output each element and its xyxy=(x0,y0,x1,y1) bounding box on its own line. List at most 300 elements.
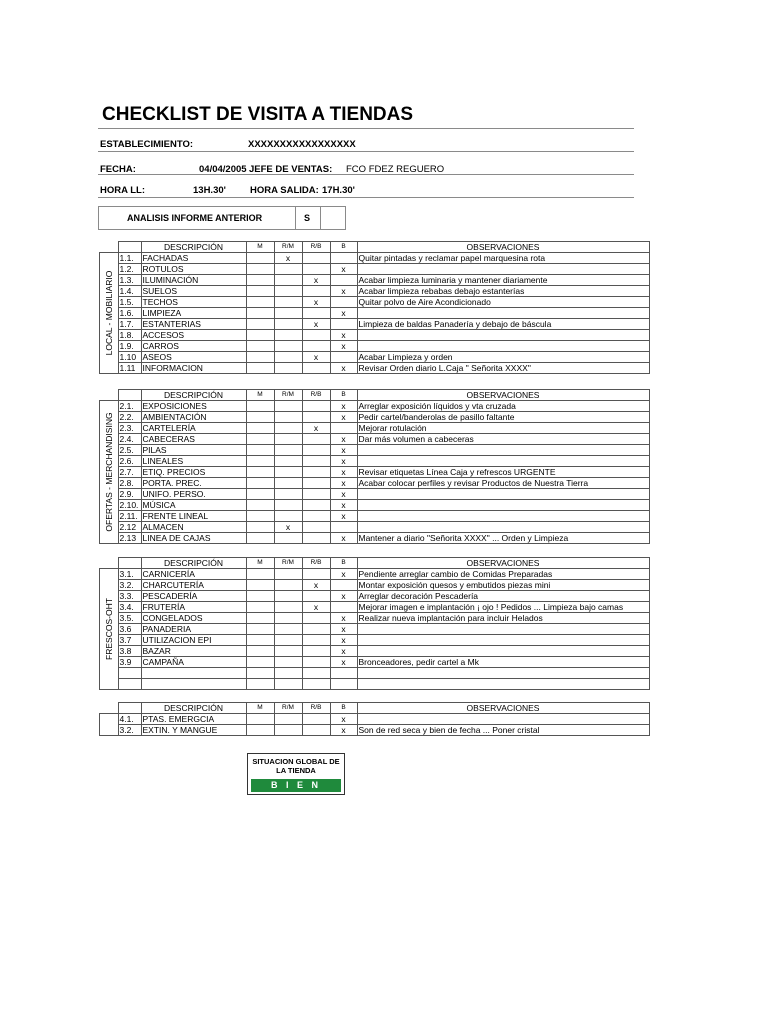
table-row xyxy=(100,264,650,275)
mark-b-cell: x xyxy=(330,511,357,522)
row-description: MÚSICA xyxy=(141,500,246,511)
row-description: CARNICERÍA xyxy=(141,569,246,580)
row-observation xyxy=(357,714,649,725)
num-header xyxy=(118,558,141,569)
table-row xyxy=(100,319,650,330)
mark-b-cell: x xyxy=(330,363,357,374)
description-header: DESCRIPCIÓN xyxy=(141,242,246,253)
row-description: ILUMINACIÓN xyxy=(141,275,246,286)
row-description: ROTULOS xyxy=(141,264,246,275)
mark-rb-cell xyxy=(302,591,330,602)
mark-m-cell xyxy=(246,679,274,690)
mark-b-cell xyxy=(330,522,357,533)
mark-m-cell xyxy=(246,478,274,489)
rm-header: R/M xyxy=(274,390,302,401)
mark-rb-cell xyxy=(302,635,330,646)
fecha-label: FECHA: xyxy=(100,164,136,175)
row-description: CAMPAÑA xyxy=(141,657,246,668)
mark-m-cell xyxy=(246,533,274,544)
row-description: EXTIN. Y MANGUE xyxy=(141,725,246,736)
row-description: CABECERAS xyxy=(141,434,246,445)
row-observation xyxy=(357,308,649,319)
section-side-label xyxy=(100,401,119,544)
mark-m-cell xyxy=(246,434,274,445)
observations-header: OBSERVACIONES xyxy=(357,703,649,714)
description-header: DESCRIPCIÓN xyxy=(141,703,246,714)
table-row xyxy=(100,297,650,308)
row-description: PTAS. EMERGCIA xyxy=(141,714,246,725)
mark-rb-cell: x xyxy=(302,580,330,591)
table-row xyxy=(100,646,650,657)
table-row xyxy=(100,714,650,725)
row-number: 3.9 xyxy=(118,657,141,668)
mark-rm-cell xyxy=(274,624,302,635)
mark-m-cell xyxy=(246,613,274,624)
mark-rb-cell xyxy=(302,330,330,341)
row-description: LIMPIEZA xyxy=(141,308,246,319)
row-observation: Mejorar rotulación xyxy=(357,423,649,434)
previous-report-box xyxy=(98,206,346,230)
mark-rm-cell xyxy=(274,657,302,668)
row-description: FRENTE LINEAL xyxy=(141,511,246,522)
row-description: ESTANTERIAS xyxy=(141,319,246,330)
row-description: CARROS xyxy=(141,341,246,352)
table-row xyxy=(100,657,650,668)
rb-header: R/B xyxy=(302,390,330,401)
mark-b-cell: x xyxy=(330,624,357,635)
mark-rm-cell xyxy=(274,275,302,286)
row-description: INFORMACION xyxy=(141,363,246,374)
table-row xyxy=(100,533,650,544)
row-description: TECHOS xyxy=(141,297,246,308)
mark-rm-cell xyxy=(274,725,302,736)
mark-m-cell xyxy=(246,352,274,363)
rm-header: R/M xyxy=(274,703,302,714)
row-description: PESCADERÍA xyxy=(141,591,246,602)
hora-llegada-value: 13H.30' xyxy=(193,185,226,196)
mark-b-cell xyxy=(330,602,357,613)
row-observation: Revisar Orden diario L.Caja " Señorita XXXX" xyxy=(357,363,649,374)
mark-rb-cell xyxy=(302,445,330,456)
mark-rm-cell xyxy=(274,456,302,467)
row-observation xyxy=(357,624,649,635)
mark-m-cell xyxy=(246,635,274,646)
mark-b-cell: x xyxy=(330,401,357,412)
row-description: PILAS xyxy=(141,445,246,456)
mark-rb-cell xyxy=(302,363,330,374)
table-row xyxy=(100,434,650,445)
row-number: 2.7. xyxy=(118,467,141,478)
row-number: 3.5. xyxy=(118,613,141,624)
table-row xyxy=(100,363,650,374)
row-description: CHARCUTERÍA xyxy=(141,580,246,591)
header-row xyxy=(100,703,650,714)
row-number: 3.2. xyxy=(118,580,141,591)
mark-b-cell: x xyxy=(330,489,357,500)
rm-header: R/M xyxy=(274,242,302,253)
mark-m-cell xyxy=(246,511,274,522)
mark-rm-cell xyxy=(274,341,302,352)
mark-m-cell xyxy=(246,591,274,602)
mark-rb-cell: x xyxy=(302,352,330,363)
table-row xyxy=(100,668,650,679)
side-spacer xyxy=(100,703,119,714)
jefe-label: JEFE DE VENTAS: xyxy=(249,164,333,175)
row-description: LINEA DE CAJAS xyxy=(141,533,246,544)
row-observation: Quitar pintadas y reclamar papel marquesina rota xyxy=(357,253,649,264)
mark-rb-cell xyxy=(302,434,330,445)
row-description: UTILIZACION EPI xyxy=(141,635,246,646)
table-row xyxy=(100,624,650,635)
rm-header: R/M xyxy=(274,558,302,569)
row-observation: Revisar etiquetas Línea Caja y refrescos URGENTE xyxy=(357,467,649,478)
row-observation xyxy=(357,668,649,679)
row-observation: Acabar limpieza rebabas debajo estanterías xyxy=(357,286,649,297)
observations-header: OBSERVACIONES xyxy=(357,242,649,253)
mark-m-cell xyxy=(246,569,274,580)
row-observation xyxy=(357,500,649,511)
mark-rb-cell xyxy=(302,522,330,533)
b-header: B xyxy=(330,390,357,401)
mark-rm-cell xyxy=(274,580,302,591)
mark-rm-cell xyxy=(274,434,302,445)
mark-m-cell xyxy=(246,500,274,511)
mark-rb-cell xyxy=(302,412,330,423)
mark-b-cell xyxy=(330,423,357,434)
mark-rb-cell xyxy=(302,264,330,275)
row-number: 1.3. xyxy=(118,275,141,286)
global-status-label: SITUACION GLOBAL DE LA TIENDA xyxy=(252,757,340,775)
row-observation xyxy=(357,445,649,456)
row-number: 2.12 xyxy=(118,522,141,533)
row-observation: Arreglar exposición líquidos y vta cruzada xyxy=(357,401,649,412)
row-number: 2.13 xyxy=(118,533,141,544)
mark-rm-cell xyxy=(274,286,302,297)
section-side-label-text: OFERTAS - MERCHANDISING xyxy=(103,412,114,532)
row-observation xyxy=(357,456,649,467)
mark-rb-cell: x xyxy=(302,602,330,613)
previous-report-label: ANALISIS INFORME ANTERIOR xyxy=(127,213,263,223)
page-title: CHECKLIST DE VISITA A TIENDAS xyxy=(102,104,414,125)
mark-b-cell: x xyxy=(330,308,357,319)
table-row xyxy=(100,308,650,319)
row-number: 2.3. xyxy=(118,423,141,434)
mark-b-cell: x xyxy=(330,714,357,725)
table-row xyxy=(100,445,650,456)
mark-m-cell xyxy=(246,624,274,635)
mark-b-cell: x xyxy=(330,635,357,646)
jefe-value: FCO FDEZ REGUERO xyxy=(346,164,445,175)
mark-rm-cell xyxy=(274,668,302,679)
mark-m-cell xyxy=(246,341,274,352)
mark-m-cell xyxy=(246,330,274,341)
row-description: PORTA. PREC. xyxy=(141,478,246,489)
mark-rm-cell xyxy=(274,500,302,511)
section-side-label xyxy=(100,253,119,374)
row-observation: Mejorar imagen e implantación ¡ ojo ! Pedidos ... Limpieza bajo camas xyxy=(357,602,649,613)
mark-b-cell xyxy=(330,275,357,286)
row-observation: Limpieza de baldas Panadería y debajo de báscula xyxy=(357,319,649,330)
table-row xyxy=(100,725,650,736)
mark-rm-cell xyxy=(274,489,302,500)
table-row xyxy=(100,467,650,478)
row-description: PANADERIA xyxy=(141,624,246,635)
mark-rb-cell: x xyxy=(302,319,330,330)
row-observation xyxy=(357,489,649,500)
row-observation: Acabar colocar perfiles y revisar Productos de Nuestra Tierra xyxy=(357,478,649,489)
mark-rm-cell xyxy=(274,533,302,544)
row-number: 1.2. xyxy=(118,264,141,275)
row-description: LINEALES xyxy=(141,456,246,467)
hora-salida-value: 17H.30' xyxy=(322,185,355,196)
mark-b-cell: x xyxy=(330,725,357,736)
mark-b-cell xyxy=(330,679,357,690)
mark-m-cell xyxy=(246,668,274,679)
table-row xyxy=(100,679,650,690)
mark-rm-cell xyxy=(274,363,302,374)
mark-rb-cell xyxy=(302,668,330,679)
checklist-section-frescos xyxy=(99,557,650,690)
mark-rb-cell xyxy=(302,624,330,635)
mark-m-cell xyxy=(246,264,274,275)
row-number: 3.6 xyxy=(118,624,141,635)
mark-b-cell: x xyxy=(330,467,357,478)
header-row xyxy=(100,390,650,401)
mark-m-cell xyxy=(246,445,274,456)
observations-header: OBSERVACIONES xyxy=(357,390,649,401)
divider xyxy=(98,128,634,129)
row-description: ACCESOS xyxy=(141,330,246,341)
mark-rb-cell xyxy=(302,533,330,544)
mark-b-cell: x xyxy=(330,341,357,352)
mark-b-cell: x xyxy=(330,456,357,467)
mark-m-cell xyxy=(246,725,274,736)
table-row xyxy=(100,341,650,352)
table-row xyxy=(100,569,650,580)
side-spacer xyxy=(100,558,119,569)
header-row xyxy=(100,558,650,569)
mark-rm-cell xyxy=(274,602,302,613)
mark-rm-cell xyxy=(274,511,302,522)
mark-rb-cell xyxy=(302,500,330,511)
mark-b-cell: x xyxy=(330,569,357,580)
row-number: 3.7 xyxy=(118,635,141,646)
mark-m-cell xyxy=(246,467,274,478)
mark-rm-cell xyxy=(274,679,302,690)
row-number: 1.9. xyxy=(118,341,141,352)
row-number: 1.6. xyxy=(118,308,141,319)
section-side-label xyxy=(100,714,119,736)
table-row xyxy=(100,489,650,500)
mark-m-cell xyxy=(246,401,274,412)
section-side-label-text: LOCAL - MOBILIARIO xyxy=(103,270,114,356)
row-observation xyxy=(357,522,649,533)
rb-header: R/B xyxy=(302,558,330,569)
mark-m-cell xyxy=(246,297,274,308)
table-row xyxy=(100,286,650,297)
table-row xyxy=(100,423,650,434)
mark-m-cell xyxy=(246,580,274,591)
row-number: 1.5. xyxy=(118,297,141,308)
m-header: M xyxy=(246,390,274,401)
row-description: BAZAR xyxy=(141,646,246,657)
m-header: M xyxy=(246,242,274,253)
divider xyxy=(98,174,634,175)
mark-rb-cell xyxy=(302,401,330,412)
header-row xyxy=(100,242,650,253)
mark-rm-cell xyxy=(274,445,302,456)
row-description xyxy=(141,668,246,679)
mark-m-cell xyxy=(246,489,274,500)
checklist-section-seguridad xyxy=(99,702,650,736)
mark-b-cell xyxy=(330,580,357,591)
row-description: CONGELADOS xyxy=(141,613,246,624)
mark-b-cell xyxy=(330,352,357,363)
mark-rb-cell xyxy=(302,489,330,500)
mark-m-cell xyxy=(246,602,274,613)
table-row xyxy=(100,275,650,286)
row-description: ALMACEN xyxy=(141,522,246,533)
row-number: 1.11 xyxy=(118,363,141,374)
mark-rm-cell xyxy=(274,297,302,308)
mark-b-cell: x xyxy=(330,445,357,456)
row-number: 2.10. xyxy=(118,500,141,511)
row-description: ETIQ. PRECIOS xyxy=(141,467,246,478)
mark-b-cell xyxy=(330,253,357,264)
mark-rb-cell xyxy=(302,308,330,319)
mark-b-cell: x xyxy=(330,533,357,544)
mark-b-cell xyxy=(330,668,357,679)
row-number: 2.8. xyxy=(118,478,141,489)
table-row xyxy=(100,613,650,624)
num-header xyxy=(118,703,141,714)
b-header: B xyxy=(330,242,357,253)
establecimiento-label: ESTABLECIMIENTO: xyxy=(100,139,194,150)
table-row xyxy=(100,580,650,591)
mark-rb-cell xyxy=(302,467,330,478)
mark-b-cell: x xyxy=(330,657,357,668)
row-observation: Mantener a diario "Señorita XXXX" ... Orden y Limpieza xyxy=(357,533,649,544)
mark-rm-cell xyxy=(274,613,302,624)
mark-rb-cell xyxy=(302,679,330,690)
divider xyxy=(98,197,634,198)
mark-rb-cell xyxy=(302,511,330,522)
row-number: 2.11. xyxy=(118,511,141,522)
row-number xyxy=(118,679,141,690)
mark-m-cell xyxy=(246,456,274,467)
mark-m-cell xyxy=(246,646,274,657)
mark-b-cell xyxy=(330,297,357,308)
row-number: 2.1. xyxy=(118,401,141,412)
row-description: ASEOS xyxy=(141,352,246,363)
mark-rm-cell xyxy=(274,635,302,646)
row-description: UNIFO. PERSO. xyxy=(141,489,246,500)
row-observation: Son de red seca y bien de fecha ... Poner cristal xyxy=(357,725,649,736)
num-header xyxy=(118,390,141,401)
mark-b-cell: x xyxy=(330,286,357,297)
mark-b-cell: x xyxy=(330,646,357,657)
row-number: 1.8. xyxy=(118,330,141,341)
mark-b-cell: x xyxy=(330,330,357,341)
table-row xyxy=(100,591,650,602)
hora-llegada-label: HORA LL: xyxy=(100,185,146,196)
table-row xyxy=(100,522,650,533)
mark-rm-cell xyxy=(274,423,302,434)
mark-rm-cell xyxy=(274,591,302,602)
row-number xyxy=(118,668,141,679)
mark-rb-cell xyxy=(302,657,330,668)
mark-m-cell xyxy=(246,657,274,668)
description-header: DESCRIPCIÓN xyxy=(141,390,246,401)
fecha-value: 04/04/2005 xyxy=(199,164,247,175)
mark-rm-cell xyxy=(274,412,302,423)
row-number: 3.3. xyxy=(118,591,141,602)
row-number: 3.8 xyxy=(118,646,141,657)
mark-m-cell xyxy=(246,253,274,264)
row-number: 3.1. xyxy=(118,569,141,580)
mark-rb-cell: x xyxy=(302,297,330,308)
side-spacer xyxy=(100,390,119,401)
mark-m-cell xyxy=(246,412,274,423)
description-header: DESCRIPCIÓN xyxy=(141,558,246,569)
mark-b-cell: x xyxy=(330,500,357,511)
table-row xyxy=(100,330,650,341)
row-observation: Dar más volumen a cabeceras xyxy=(357,434,649,445)
mark-m-cell xyxy=(246,363,274,374)
mark-rb-cell: x xyxy=(302,423,330,434)
checklist-section-ofertas xyxy=(99,389,650,544)
row-description: FRUTERÍA xyxy=(141,602,246,613)
row-observation xyxy=(357,264,649,275)
mark-m-cell xyxy=(246,423,274,434)
m-header: M xyxy=(246,558,274,569)
mark-rm-cell xyxy=(274,569,302,580)
row-observation xyxy=(357,341,649,352)
table-row xyxy=(100,352,650,363)
side-spacer xyxy=(100,242,119,253)
mark-m-cell xyxy=(246,275,274,286)
mark-rb-cell xyxy=(302,613,330,624)
row-observation xyxy=(357,511,649,522)
mark-rm-cell xyxy=(274,264,302,275)
row-observation xyxy=(357,679,649,690)
observations-header: OBSERVACIONES xyxy=(357,558,649,569)
mark-b-cell xyxy=(330,319,357,330)
row-number: 1.4. xyxy=(118,286,141,297)
mark-m-cell xyxy=(246,286,274,297)
table-row xyxy=(100,478,650,489)
rb-header: R/B xyxy=(302,703,330,714)
row-number: 4.1. xyxy=(118,714,141,725)
row-observation: Arreglar decoración Pescadería xyxy=(357,591,649,602)
mark-rb-cell xyxy=(302,341,330,352)
global-status-value: B I E N xyxy=(251,779,341,792)
mark-b-cell: x xyxy=(330,591,357,602)
table-row xyxy=(100,635,650,646)
row-description: FACHADAS xyxy=(141,253,246,264)
mark-rm-cell: x xyxy=(274,522,302,533)
mark-rm-cell xyxy=(274,646,302,657)
row-observation xyxy=(357,646,649,657)
mark-rb-cell: x xyxy=(302,275,330,286)
mark-b-cell: x xyxy=(330,478,357,489)
table-row xyxy=(100,412,650,423)
table-row xyxy=(100,602,650,613)
mark-rm-cell xyxy=(274,330,302,341)
mark-rm-cell xyxy=(274,308,302,319)
mark-b-cell: x xyxy=(330,434,357,445)
table-row xyxy=(100,511,650,522)
